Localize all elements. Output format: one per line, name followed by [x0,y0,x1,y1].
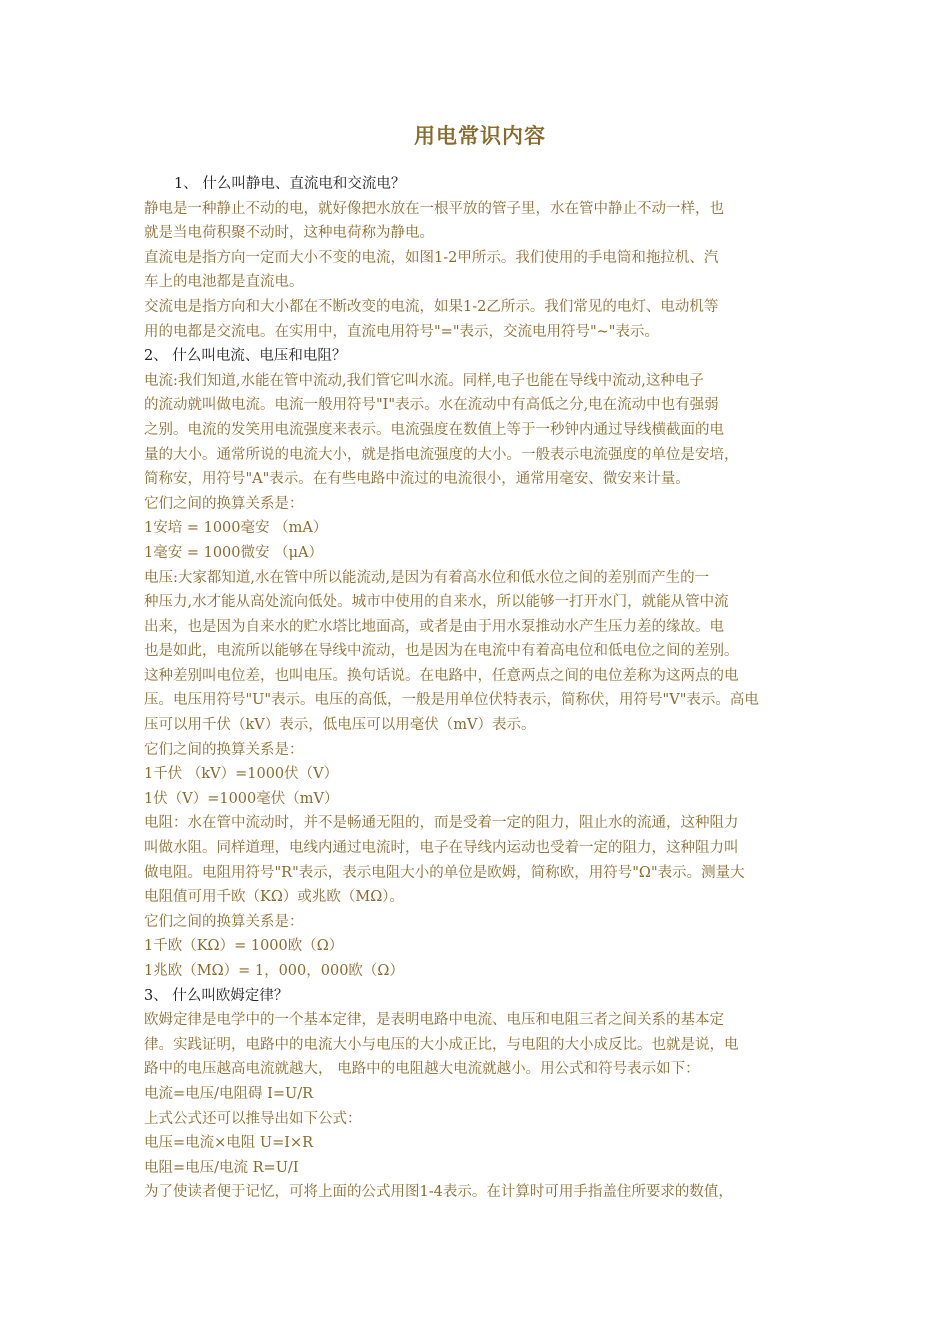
document-title: 用电常识内容 [414,123,546,148]
conversion-line: 1毫安 = 1000微安 （μA） [144,544,323,561]
paragraph-line: 之别。电流的发笑用电流强度来表示。电流强度在数值上等于一秒钟内通过导线横截面的电 [144,421,724,438]
paragraph-line: 叫做水阻。同样道理，电线内通过电流时，电子在导线内运动也受着一定的阻力，这种阻力叫 [144,840,739,857]
conversion-line: 1千欧（KΩ）= 1000欧（Ω） [144,938,344,955]
paragraph-line: 的流动就叫做电流。电流一般用符号"I"表示。水在流动中有高低之分,电在流动中也有强弱 [144,397,719,414]
paragraph-line: 交流电是指方向和大小都在不断改变的电流，如果1-2乙所示。我们常见的电灯、电动机等 [144,298,719,315]
paragraph-line: 它们之间的换算关系是： [144,495,304,512]
paragraph-line: 用的电都是交流电。在实用中，直流电用符号"="表示，交流电用符号"~"表示。 [144,323,659,340]
paragraph-line: 律。实践证明，电路中的电流大小与电压的大小成正比，与电阻的大小成反比。也就是说，电 [144,1036,739,1053]
paragraph-line: 它们之间的换算关系是： [144,741,304,758]
paragraph-line: 欧姆定律是电学中的一个基本定律，是表明电路中电流、电压和电阻三者之间关系的基本定 [144,1012,724,1029]
paragraph-line: 静电是一种静止不动的电，就好像把水放在一根平放的管子里，水在管中静止不动一样，也 [144,200,724,217]
section-heading-2: 2、 什么叫电流、电压和电阻？ [144,348,347,365]
paragraph-line: 量的大小。通常所说的电流大小，就是指电流强度的大小。一般表示电流强度的单位是安培， [144,446,739,463]
paragraph-line: 压。电压用符号"U"表示。电压的高低，一般是用单位伏特表示，简称伏，用符号"V"表示。高电 [144,692,759,709]
paragraph-line: 电流:我们知道,水能在管中流动,我们管它叫水流。同样,电子也能在导线中流动,这种电子 [144,372,704,389]
paragraph-line: 电阻：水在管中流动时，并不是畅通无阻的，而是受着一定的阻力，阻止水的流通，这种阻力 [144,815,739,832]
paragraph-line: 直流电是指方向一定而大小不变的电流，如图1-2甲所示。我们使用的手电筒和拖拉机、汽 [144,249,719,266]
section-heading-1: 1、 什么叫静电、直流电和交流电？ [174,176,406,192]
paragraph-line: 简称安，用符号"A"表示。在有些电路中流过的电流很小，通常用毫安、微安来计量。 [144,471,690,488]
paragraph-line: 电阻值可用千欧（KΩ）或兆欧（MΩ）。 [144,889,404,906]
paragraph-line: 这种差别叫电位差，也叫电压。换句话说。在电路中，任意两点之间的电位差称为这两点的电 [144,667,739,684]
formula-line: 电压=电流×电阻 U=I×R [144,1135,314,1152]
paragraph-line: 就是当电荷积聚不动时，这种电荷称为静电。 [144,225,434,242]
paragraph-line: 路中的电压越高电流就越大， 电路中的电阻越大电流就越小。用公式和符号表示如下： [144,1061,700,1078]
paragraph-line: 种压力,水才能从高处流向低处。城市中使用的自来水，所以能够一打开水门，就能从管中流 [144,594,729,611]
conversion-line: 1千伏 （kV）=1000伏（V） [144,766,339,783]
paragraph-line: 做电阻。电阻用符号"R"表示，表示电阻大小的单位是欧姆，简称欧，用符号"Ω"表示。测量大 [144,864,745,881]
conversion-line: 1兆欧（MΩ）= 1，000，000欧（Ω） [144,963,404,979]
paragraph-line: 电压:大家都知道,水在管中所以能流动,是因为有着高水位和低水位之间的差别而产生的一 [144,569,710,586]
paragraph-line: 上式公式还可以推导出如下公式： [144,1110,362,1127]
paragraph-line: 为了使读者便于记忆，可将上面的公式用图1-4表示。在计算时可用手指盖住所要求的数值， [144,1184,733,1201]
conversion-line: 1伏（V）=1000毫伏（mV） [144,790,339,807]
paragraph-line: 压可以用千伏（kV）表示，低电压可以用毫伏（mV）表示。 [144,717,536,734]
paragraph-line: 出来，也是因为自来水的贮水塔比地面高，或者是由于用水泵推动水产生压力差的缘故。电 [144,618,724,635]
formula-line: 电流=电压/电阻碍 I=U/R [144,1085,314,1102]
conversion-line: 1安培 = 1000毫安 （mA） [144,520,328,537]
paragraph-line: 它们之间的换算关系是： [144,913,304,930]
paragraph-line: 也是如此，电流所以能够在导线中流动，也是因为在电流中有着高电位和低电位之间的差别。 [144,643,739,660]
section-heading-3: 3、 什么叫欧姆定律？ [144,987,289,1004]
paragraph-line: 车上的电池都是直流电。 [144,274,304,291]
document-body [144,172,816,1205]
formula-line: 电阻=电压/电流 R=U/I [144,1159,299,1176]
